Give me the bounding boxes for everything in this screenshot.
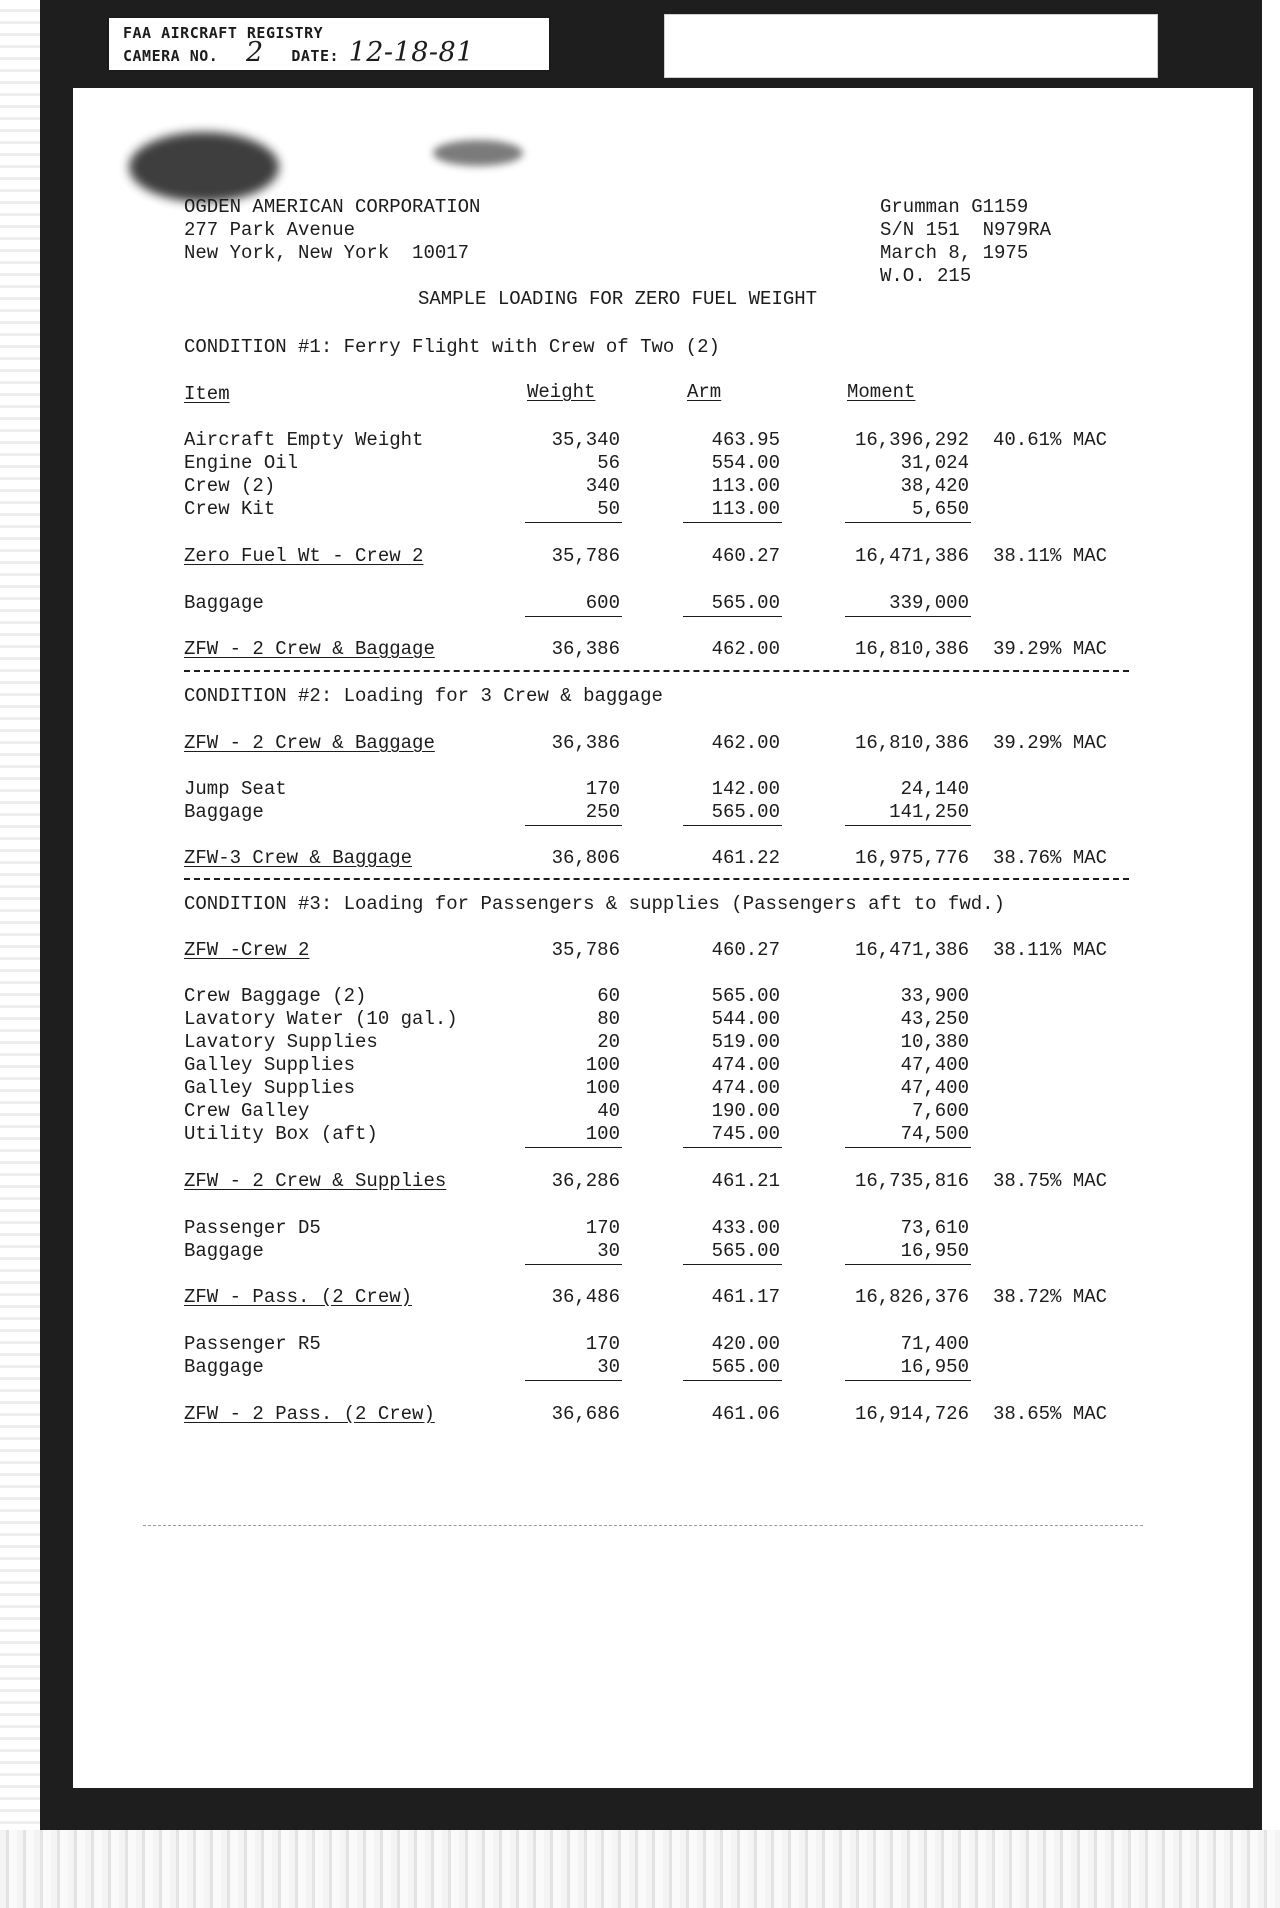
row-item: Passenger R5 xyxy=(184,1333,321,1355)
row-weight: 170 xyxy=(585,778,620,800)
row-item: Passenger D5 xyxy=(184,1217,321,1239)
row-weight: 36,386 xyxy=(551,732,620,754)
row-moment: 16,471,386 xyxy=(854,545,969,567)
row-arm: 433.00 xyxy=(711,1217,780,1239)
scan-margin-bottom xyxy=(0,1830,1280,1908)
page-bottom-rule xyxy=(143,1525,1143,1526)
row-weight: 170 xyxy=(585,1333,620,1355)
row-weight: 600 xyxy=(585,592,620,614)
row-weight: 36,286 xyxy=(551,1170,620,1192)
row-arm: 565.00 xyxy=(711,1240,780,1262)
row-arm: 565.00 xyxy=(711,801,780,823)
row-item: Baggage xyxy=(184,801,264,823)
subtotal-item: ZFW - 2 Crew & Baggage xyxy=(184,638,435,660)
row-item: Crew (2) xyxy=(184,475,276,497)
condition-2-heading: CONDITION #2: Loading for 3 Crew & baggage xyxy=(184,685,663,707)
company-name: OGDEN AMERICAN CORPORATION xyxy=(184,196,481,218)
row-weight: 36,386 xyxy=(551,638,620,660)
row-mac: 40.61% MAC xyxy=(993,429,1108,451)
row-moment: 5,650 xyxy=(911,498,969,520)
registry-stamp xyxy=(107,16,551,72)
row-arm: 461.21 xyxy=(711,1170,780,1192)
sum-underline xyxy=(845,825,971,826)
sum-underline xyxy=(845,522,971,523)
row-weight: 100 xyxy=(585,1054,620,1076)
row-mac: 38.72% MAC xyxy=(993,1286,1108,1308)
stamp-camera-number: 2 xyxy=(246,37,264,68)
row-mac: 38.76% MAC xyxy=(993,847,1108,869)
row-item: Crew Galley xyxy=(184,1100,310,1122)
aircraft-model: Grumman G1159 xyxy=(880,196,1029,218)
sum-underline xyxy=(683,1264,782,1265)
row-arm: 474.00 xyxy=(711,1054,780,1076)
sum-underline xyxy=(845,1147,971,1148)
row-weight: 340 xyxy=(585,475,620,497)
row-weight: 30 xyxy=(597,1240,620,1262)
row-weight: 35,340 xyxy=(551,429,620,451)
row-item: Lavatory Water (10 gal.) xyxy=(184,1008,458,1030)
row-weight: 36,486 xyxy=(551,1286,620,1308)
sum-underline xyxy=(525,825,622,826)
sum-underline xyxy=(525,1264,622,1265)
sum-underline xyxy=(683,522,782,523)
row-weight: 20 xyxy=(597,1031,620,1053)
stamp-date: 12-18-81 xyxy=(348,37,474,68)
row-mac: 39.29% MAC xyxy=(993,638,1108,660)
row-moment: 47,400 xyxy=(900,1077,969,1099)
row-arm: 565.00 xyxy=(711,592,780,614)
sum-underline xyxy=(683,1380,782,1381)
sum-underline xyxy=(525,1147,622,1148)
row-item: Crew Kit xyxy=(184,498,276,520)
row-arm: 745.00 xyxy=(711,1123,780,1145)
row-mac: 38.11% MAC xyxy=(993,545,1108,567)
row-arm: 474.00 xyxy=(711,1077,780,1099)
subtotal-item: Zero Fuel Wt - Crew 2 xyxy=(184,545,424,567)
row-item: Lavatory Supplies xyxy=(184,1031,378,1053)
row-arm: 544.00 xyxy=(711,1008,780,1030)
row-moment: 73,610 xyxy=(900,1217,969,1239)
sum-underline xyxy=(683,1147,782,1148)
row-moment: 16,950 xyxy=(900,1240,969,1262)
blank-label-box xyxy=(664,14,1158,78)
stamp-date-label: DATE: xyxy=(291,47,340,65)
row-moment: 43,250 xyxy=(900,1008,969,1030)
row-moment: 16,471,386 xyxy=(854,939,969,961)
subtotal-item: ZFW - 2 Crew & Supplies xyxy=(184,1170,447,1192)
row-weight: 100 xyxy=(585,1077,620,1099)
row-weight: 60 xyxy=(597,985,620,1007)
row-arm: 463.95 xyxy=(711,429,780,451)
row-weight: 80 xyxy=(597,1008,620,1030)
row-weight: 170 xyxy=(585,1217,620,1239)
row-weight: 30 xyxy=(597,1356,620,1378)
row-item: Galley Supplies xyxy=(184,1077,356,1099)
row-weight: 36,686 xyxy=(551,1403,620,1425)
subtotal-item: ZFW - Pass. (2 Crew) xyxy=(184,1286,413,1308)
row-arm: 461.17 xyxy=(711,1286,780,1308)
row-arm: 554.00 xyxy=(711,452,780,474)
row-moment: 16,810,386 xyxy=(854,732,969,754)
row-moment: 16,950 xyxy=(900,1356,969,1378)
column-header-item: Item xyxy=(184,383,230,405)
sum-underline xyxy=(525,1380,622,1381)
row-mac: 38.75% MAC xyxy=(993,1170,1108,1192)
section-divider xyxy=(184,878,1129,880)
row-moment: 16,975,776 xyxy=(854,847,969,869)
row-arm: 460.27 xyxy=(711,939,780,961)
row-mac: 39.29% MAC xyxy=(993,732,1108,754)
subtotal-item: ZFW -Crew 2 xyxy=(184,939,310,961)
document-page xyxy=(73,88,1253,1788)
row-moment: 31,024 xyxy=(900,452,969,474)
work-order: W.O. 215 xyxy=(880,265,972,287)
row-arm: 462.00 xyxy=(711,638,780,660)
row-arm: 420.00 xyxy=(711,1333,780,1355)
row-moment: 141,250 xyxy=(889,801,969,823)
row-moment: 16,396,292 xyxy=(854,429,969,451)
row-item: Utility Box (aft) xyxy=(184,1123,378,1145)
row-arm: 461.22 xyxy=(711,847,780,869)
row-item: Crew Baggage (2) xyxy=(184,985,367,1007)
stamp-camera-label: CAMERA NO. xyxy=(123,47,219,65)
row-arm: 460.27 xyxy=(711,545,780,567)
row-weight: 35,786 xyxy=(551,939,620,961)
sheet-title: SAMPLE LOADING FOR ZERO FUEL WEIGHT xyxy=(418,288,818,310)
condition-3-heading: CONDITION #3: Loading for Passengers & supplies (Passengers aft to fwd.) xyxy=(184,893,1005,915)
sheet-date: March 8, 1975 xyxy=(880,242,1029,264)
subtotal-item: ZFW-3 Crew & Baggage xyxy=(184,847,413,869)
scan-margin-left xyxy=(0,0,40,1830)
row-mac: 38.11% MAC xyxy=(993,939,1108,961)
row-moment: 16,914,726 xyxy=(854,1403,969,1425)
row-item: Baggage xyxy=(184,592,264,614)
row-arm: 519.00 xyxy=(711,1031,780,1053)
row-moment: 71,400 xyxy=(900,1333,969,1355)
row-item: Aircraft Empty Weight xyxy=(184,429,424,451)
row-item: Galley Supplies xyxy=(184,1054,356,1076)
row-item: Jump Seat xyxy=(184,778,287,800)
row-moment: 16,735,816 xyxy=(854,1170,969,1192)
section-divider xyxy=(184,670,1129,672)
stamp-title: FAA AIRCRAFT REGISTRY xyxy=(123,24,324,42)
row-arm: 113.00 xyxy=(711,475,780,497)
row-moment: 33,900 xyxy=(900,985,969,1007)
row-moment: 24,140 xyxy=(900,778,969,800)
row-moment: 47,400 xyxy=(900,1054,969,1076)
column-header-weight: Weight xyxy=(527,381,596,403)
row-arm: 461.06 xyxy=(711,1403,780,1425)
sum-underline xyxy=(525,616,622,617)
row-arm: 113.00 xyxy=(711,498,780,520)
row-moment: 16,810,386 xyxy=(854,638,969,660)
row-moment: 7,600 xyxy=(911,1100,969,1122)
row-moment: 16,826,376 xyxy=(854,1286,969,1308)
sum-underline xyxy=(525,522,622,523)
row-arm: 190.00 xyxy=(711,1100,780,1122)
row-weight: 35,786 xyxy=(551,545,620,567)
row-weight: 100 xyxy=(585,1123,620,1145)
sum-underline xyxy=(683,616,782,617)
row-moment: 339,000 xyxy=(889,592,969,614)
row-weight: 50 xyxy=(597,498,620,520)
subtotal-item: ZFW - 2 Crew & Baggage xyxy=(184,732,435,754)
loading-sheet xyxy=(73,88,1253,1788)
condition-1-heading: CONDITION #1: Ferry Flight with Crew of Two (2) xyxy=(184,336,720,358)
company-address-line1: 277 Park Avenue xyxy=(184,219,356,241)
row-arm: 565.00 xyxy=(711,1356,780,1378)
row-moment: 74,500 xyxy=(900,1123,969,1145)
sum-underline xyxy=(845,1264,971,1265)
row-weight: 36,806 xyxy=(551,847,620,869)
subtotal-item: ZFW - 2 Pass. (2 Crew) xyxy=(184,1403,435,1425)
row-item: Baggage xyxy=(184,1356,264,1378)
sum-underline xyxy=(683,825,782,826)
sum-underline xyxy=(845,1380,971,1381)
company-address-line2: New York, New York 10017 xyxy=(184,242,470,264)
row-weight: 40 xyxy=(597,1100,620,1122)
row-moment: 10,380 xyxy=(900,1031,969,1053)
column-header-arm: Arm xyxy=(687,381,722,403)
row-item: Baggage xyxy=(184,1240,264,1262)
row-weight: 56 xyxy=(597,452,620,474)
row-moment: 38,420 xyxy=(900,475,969,497)
row-item: Engine Oil xyxy=(184,452,299,474)
row-arm: 462.00 xyxy=(711,732,780,754)
serial-registration: S/N 151 N979RA xyxy=(880,219,1052,241)
row-arm: 565.00 xyxy=(711,985,780,1007)
row-weight: 250 xyxy=(585,801,620,823)
column-header-moment: Moment xyxy=(847,381,916,403)
row-arm: 142.00 xyxy=(711,778,780,800)
sum-underline xyxy=(845,616,971,617)
row-mac: 38.65% MAC xyxy=(993,1403,1108,1425)
